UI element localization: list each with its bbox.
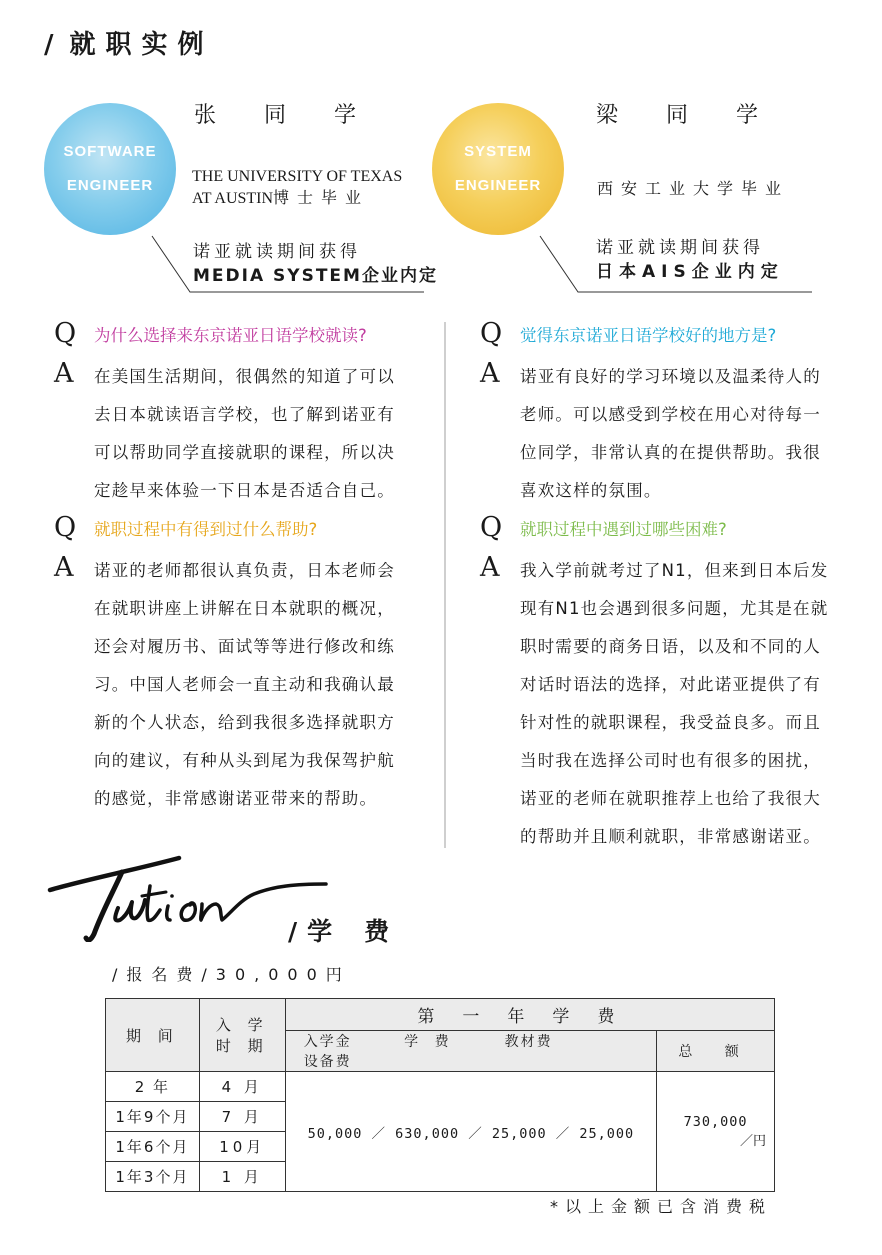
question-text: 就职过程中有得到过什么帮助? (94, 520, 318, 539)
question-row (54, 320, 434, 352)
badge-line-1: SOFTWARE (63, 143, 157, 160)
answer-line: 老师。可以感受到学校在用心对待每一 (520, 405, 821, 424)
column-divider (444, 322, 446, 848)
outcome-line1: 诺亚就读期间获得 (193, 242, 361, 262)
school-cn: 博士毕业 (273, 188, 370, 207)
answer-line: 的帮助并且顺利就职，非常感谢诺亚。 (520, 827, 821, 846)
answer-line: 现有N1也会遇到很多问题，尤其是在就 (520, 599, 829, 618)
student-school-zhang (192, 166, 402, 209)
answer-line: 我入学前就考过了N1，但来到日本后发 (520, 561, 829, 580)
answer-line: 去日本就读语言学校，也了解到诺亚有 (94, 405, 395, 424)
tuition-title (288, 912, 421, 948)
title-slash: / (288, 917, 308, 946)
header-entry-line2: 时 期 (215, 1037, 269, 1055)
section-title-text: 就职实例 (69, 30, 214, 60)
school-en-line1: THE UNIVERSITY OF TEXAS (192, 168, 403, 185)
answer-line: 向的建议，有种从头到尾为我保驾护航 (94, 751, 395, 770)
student-school-liang: 西安工业大学毕业 (597, 179, 790, 198)
cell-period: 1年9个月 (106, 1102, 200, 1132)
outcome-line1: 诺亚就读期间获得 (596, 238, 764, 258)
q-letter: Q (480, 318, 503, 349)
answer-line: 习。中国人老师会一直主动和我确认最 (94, 675, 395, 694)
registration-fee: /报名费/30,000円 (112, 965, 351, 984)
student-outcome-liang (596, 236, 784, 284)
header-first-year: 第一年学费 (285, 999, 774, 1031)
answer-line: 诺亚的老师在就职推荐上也给了我很大 (520, 789, 821, 808)
q-letter: Q (480, 512, 503, 543)
answer-block (54, 552, 434, 818)
cell-entry-month: 7 月 (199, 1102, 285, 1132)
header-materials: 教材费 (504, 1034, 553, 1050)
total-value: 730,000 (683, 1114, 748, 1130)
cell-period: 2 年 (106, 1072, 200, 1102)
school-en-line2: AT AUSTIN (192, 190, 274, 207)
q-letter: Q (54, 318, 77, 349)
answer-block (54, 358, 434, 510)
table-row (106, 1072, 775, 1102)
cell-entry-month: 4 月 (199, 1072, 285, 1102)
system-engineer-badge (432, 103, 564, 235)
header-admission: 入学金 (303, 1034, 352, 1050)
answer-line: 在美国生活期间，很偶然的知道了可以 (94, 367, 395, 386)
answer-block (480, 552, 860, 856)
question-row (54, 514, 434, 546)
answer-line: 在就职讲座上讲解在日本就职的概况， (94, 599, 395, 618)
answer-line: 诺亚有良好的学习环境以及温柔待人的 (520, 367, 821, 386)
cell-total (657, 1072, 775, 1192)
tax-footnote: *以上金额已含消费税 (549, 1197, 772, 1216)
student-outcome-zhang (193, 240, 438, 288)
answer-line: 职时需要的商务日语，以及和不同的人 (520, 637, 821, 656)
question-row (480, 514, 860, 546)
answer-line: 定趁早来体验一下日本是否适合自己。 (94, 481, 395, 500)
header-entry-time (199, 999, 285, 1072)
cell-fee-breakdown: 50,000 ／ 630,000 ／ 25,000 ／ 25,000 (285, 1072, 656, 1192)
question-text: 就职过程中遇到过哪些困难? (520, 520, 727, 539)
total-unit: ／円 (739, 1134, 766, 1149)
question-text: 为什么选择来东京诺亚日语学校就读? (94, 326, 367, 345)
answer-line: 当时我在选择公司时也有很多的困扰， (520, 751, 821, 770)
header-period: 期 间 (106, 999, 200, 1072)
answer-line: 还会对履历书、面试等等进行修改和练 (94, 637, 395, 656)
outcome-line2: MEDIA SYSTEM企业内定 (193, 266, 438, 286)
answer-line: 的感觉，非常感谢诺亚带来的帮助。 (94, 789, 378, 808)
badge-line-2: ENGINEER (454, 177, 542, 194)
header-total: 总 额 (657, 1031, 775, 1072)
question-text: 觉得东京诺亚日语学校好的地方是? (520, 326, 777, 345)
answer-line: 位同学，非常认真的在提供帮助。我很 (520, 443, 821, 462)
badge-line-1: SYSTEM (464, 143, 532, 160)
fee-table (105, 998, 775, 1192)
header-tuition: 学 费 (404, 1034, 455, 1050)
answer-line: 针对性的就职课程，我受益良多。而且 (520, 713, 821, 732)
answer-line: 新的个人状态，给到我很多选择就职方 (94, 713, 395, 732)
answer-line: 可以帮助同学直接就职的课程，所以决 (94, 443, 395, 462)
header-fee-items (285, 1031, 656, 1072)
title-slash: / (44, 30, 64, 60)
answer-line: 诺亚的老师都很认真负责，日本老师会 (94, 561, 395, 580)
header-facilities: 设备费 (303, 1054, 352, 1070)
answer-block (480, 358, 860, 510)
a-letter: A (480, 552, 501, 583)
badge-line-2: ENGINEER (66, 177, 154, 194)
outcome-line2: 日本AIS企业内定 (596, 262, 784, 282)
question-row (480, 320, 860, 352)
qa-right-column (480, 320, 860, 856)
student-name-zhang: 张同学 (194, 103, 405, 128)
header-entry-line1: 入 学 (215, 1016, 269, 1034)
a-letter: A (54, 358, 75, 389)
cell-period: 1年3个月 (106, 1162, 200, 1192)
answer-line: 喜欢这样的氛围。 (520, 481, 662, 500)
cell-entry-month: 1 月 (199, 1162, 285, 1192)
software-engineer-badge (44, 103, 176, 235)
a-letter: A (54, 552, 75, 583)
cell-entry-month: 10月 (199, 1132, 285, 1162)
a-letter: A (480, 358, 501, 389)
student-name-liang: 梁同学 (596, 103, 807, 128)
q-letter: Q (54, 512, 77, 543)
tuition-title-text: 学费 (307, 917, 422, 946)
qa-left-column (54, 320, 434, 818)
cell-period: 1年6个月 (106, 1132, 200, 1162)
answer-line: 对话时语法的选择，对此诺亚提供了有 (520, 675, 821, 694)
